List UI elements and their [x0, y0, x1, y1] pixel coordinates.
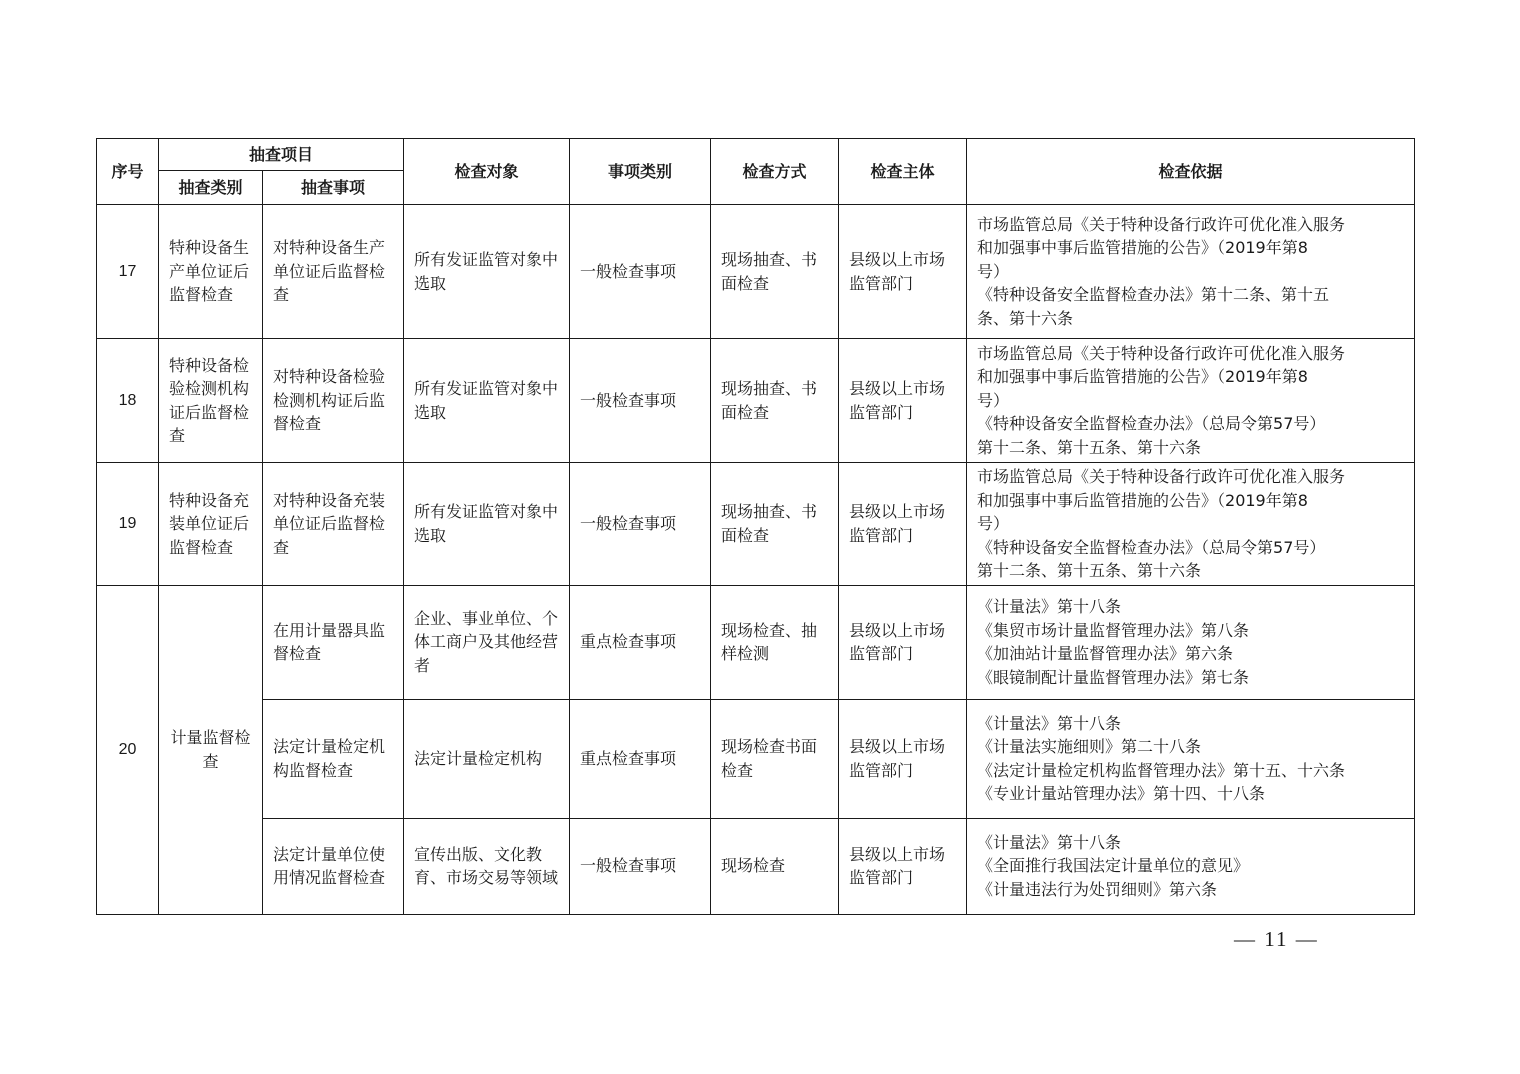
- row-subject: 县级以上市场监管部门: [839, 205, 967, 339]
- row-seq: 19: [97, 463, 159, 586]
- basis-line: 市场监管总局《关于特种设备行政许可优化准入服务: [977, 214, 1346, 234]
- row-item: 法定计量单位使用情况监督检查: [263, 818, 404, 914]
- row-type: 重点检查事项: [570, 585, 711, 699]
- row-type: 重点检查事项: [570, 699, 711, 818]
- row-basis: [967, 205, 1415, 339]
- row-target: 宣传出版、文化教育、市场交易等领域: [404, 818, 570, 914]
- basis-line: 和加强事中事后监管措施的公告》（2019年第8: [977, 238, 1308, 258]
- row-method: 现场检查: [711, 818, 839, 914]
- basis-line: 号）: [977, 390, 1010, 410]
- table-row: [97, 699, 1415, 818]
- table-row: [97, 205, 1415, 339]
- row-category: 计量监督检查: [159, 585, 263, 914]
- basis-line: 《眼镜制配计量监督管理办法》第七条: [977, 667, 1250, 687]
- row-basis: [967, 339, 1415, 463]
- basis-line: 《计量违法行为处罚细则》第六条: [977, 879, 1218, 899]
- row-type: 一般检查事项: [570, 339, 711, 463]
- basis-line: 《计量法》第十八条: [977, 597, 1122, 616]
- row-basis: [967, 463, 1415, 586]
- row-method: 现场抽查、书面检查: [711, 205, 839, 339]
- basis-line: 《计量法》第十八条: [977, 832, 1122, 852]
- row-category: 特种设备充装单位证后监督检查: [159, 463, 263, 586]
- header-category: 抽查类别: [159, 171, 263, 205]
- row-item: 在用计量器具监督检查: [263, 585, 404, 699]
- basis-line: 《专业计量站管理办法》第十四、十八条: [977, 784, 1266, 803]
- row-subject: 县级以上市场监管部门: [839, 818, 967, 914]
- header-basis: 检查依据: [967, 139, 1415, 205]
- row-item: 对特种设备检验检测机构证后监督检查: [263, 339, 404, 463]
- row-seq: 17: [97, 205, 159, 339]
- header-seq: 序号: [97, 139, 159, 205]
- header-method: 检查方式: [711, 139, 839, 205]
- row-type: 一般检查事项: [570, 205, 711, 339]
- basis-line: 《加油站计量监督管理办法》第六条: [977, 644, 1234, 663]
- basis-line: 号）: [977, 514, 1010, 533]
- basis-line: 《全面推行我国法定计量单位的意见》: [977, 856, 1250, 876]
- row-category: 特种设备生产单位证后监督检查: [159, 205, 263, 339]
- header-project: 抽查项目: [159, 139, 404, 171]
- basis-line: 《计量法》第十八条: [977, 713, 1122, 733]
- row-category: 特种设备检验检测机构证后监督检查: [159, 339, 263, 463]
- basis-line: 市场监管总局《关于特种设备行政许可优化准入服务: [977, 467, 1346, 486]
- row-target: 所有发证监管对象中选取: [404, 339, 570, 463]
- basis-line: 《计量法实施细则》第二十八条: [977, 737, 1202, 756]
- page-number: — 11 —: [1234, 927, 1319, 951]
- row-subject: 县级以上市场监管部门: [839, 339, 967, 463]
- row-target: 所有发证监管对象中选取: [404, 463, 570, 586]
- table-row: [97, 339, 1415, 463]
- row-method: 现场抽查、书面检查: [711, 463, 839, 586]
- basis-line: 《集贸市场计量监督管理办法》第八条: [977, 620, 1250, 640]
- row-type: 一般检查事项: [570, 463, 711, 586]
- header-target: 检查对象: [404, 139, 570, 205]
- row-basis: [967, 818, 1415, 914]
- basis-line: 和加强事中事后监管措施的公告》（2019年第8: [977, 490, 1308, 510]
- basis-line: 和加强事中事后监管措施的公告》（2019年第8: [977, 367, 1308, 387]
- row-seq: 18: [97, 339, 159, 463]
- row-item: 法定计量检定机构监督检查: [263, 699, 404, 818]
- basis-line: 条、第十六条: [977, 308, 1074, 328]
- header-item: 抽查事项: [263, 171, 404, 205]
- row-subject: 县级以上市场监管部门: [839, 463, 967, 586]
- row-basis: [967, 585, 1415, 699]
- basis-line: 第十二条、第十五条、第十六条: [977, 561, 1202, 580]
- row-subject: 县级以上市场监管部门: [839, 699, 967, 818]
- table-row: [97, 818, 1415, 914]
- basis-line: 市场监管总局《关于特种设备行政许可优化准入服务: [977, 343, 1346, 363]
- row-seq: 20: [97, 585, 159, 914]
- basis-line: 《特种设备安全监督检查办法》（总局令第57号）: [977, 537, 1326, 557]
- row-target: 企业、事业单位、个体工商户及其他经营者: [404, 585, 570, 699]
- row-method: 现场检查、抽样检测: [711, 585, 839, 699]
- row-item: 对特种设备生产单位证后监督检查: [263, 205, 404, 339]
- row-method: 现场抽查、书面检查: [711, 339, 839, 463]
- row-target: 所有发证监管对象中选取: [404, 205, 570, 339]
- basis-line: 《特种设备安全监督检查办法》（总局令第57号）: [977, 414, 1326, 434]
- row-basis: [967, 699, 1415, 818]
- header-type: 事项类别: [570, 139, 711, 205]
- inspection-table: [96, 138, 1415, 915]
- row-subject: 县级以上市场监管部门: [839, 585, 967, 699]
- table-row: [97, 463, 1415, 586]
- table-row: [97, 585, 1415, 699]
- row-item: 对特种设备充装单位证后监督检查: [263, 463, 404, 586]
- basis-line: 《特种设备安全监督检查办法》第十二条、第十五: [977, 285, 1330, 305]
- row-method: 现场检查书面检查: [711, 699, 839, 818]
- basis-line: 号）: [977, 261, 1010, 281]
- basis-line: 第十二条、第十五条、第十六条: [977, 437, 1202, 457]
- row-type: 一般检查事项: [570, 818, 711, 914]
- header-subject: 检查主体: [839, 139, 967, 205]
- row-target: 法定计量检定机构: [404, 699, 570, 818]
- basis-line: 《法定计量检定机构监督管理办法》第十五、十六条: [977, 760, 1346, 780]
